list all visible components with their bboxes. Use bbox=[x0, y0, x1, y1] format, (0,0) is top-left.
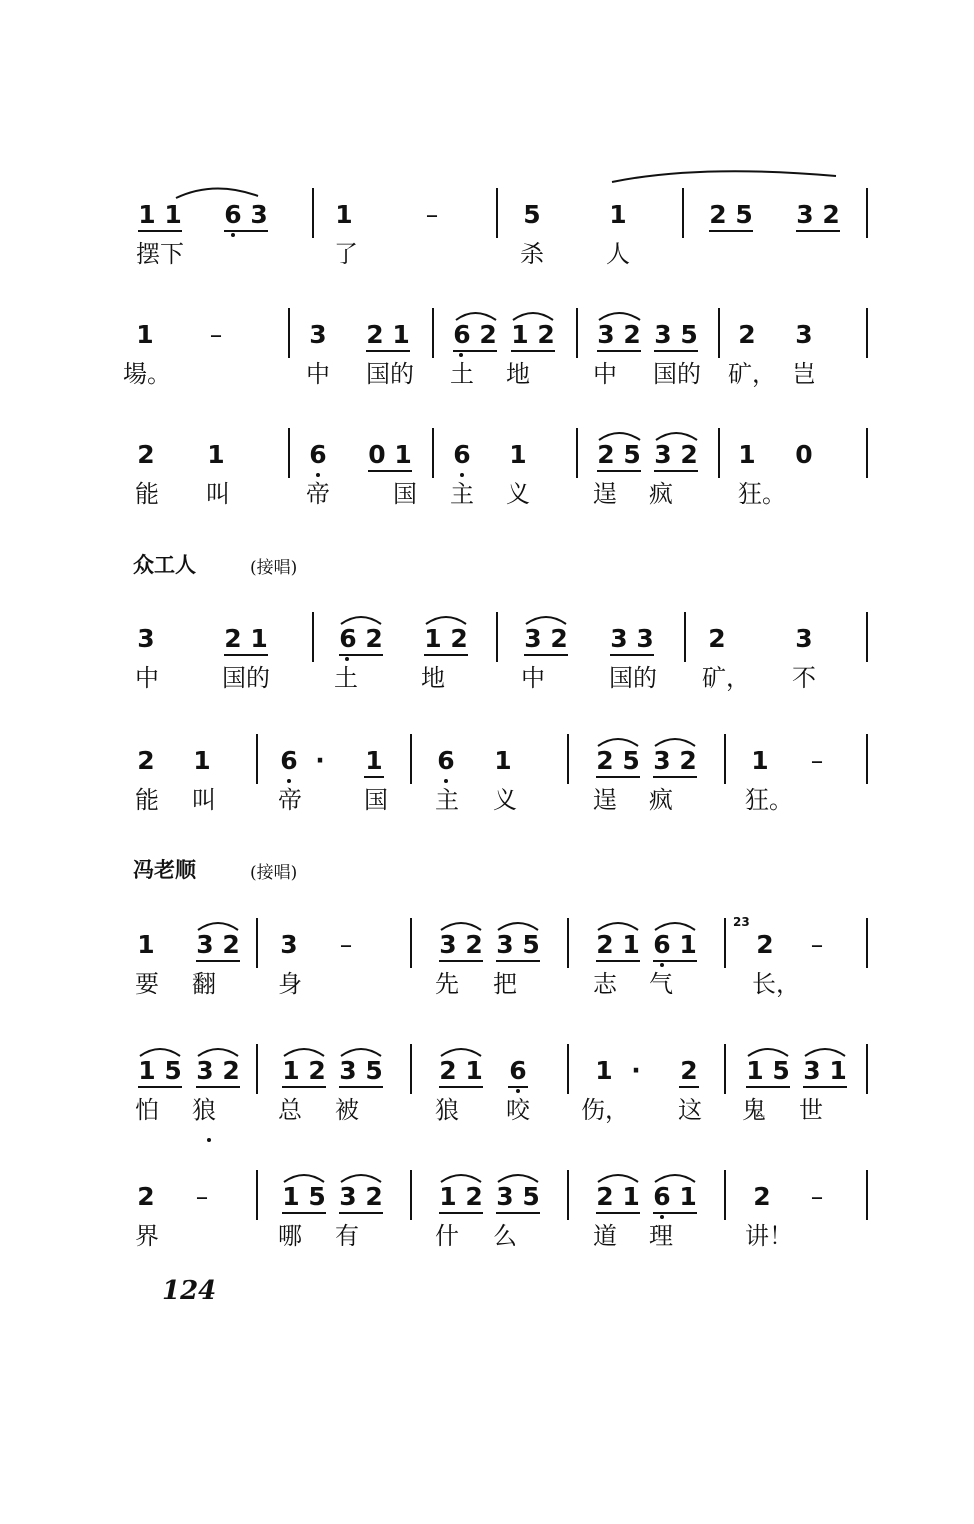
note: 2 bbox=[738, 320, 756, 349]
bar-line bbox=[866, 188, 868, 238]
note: 1 bbox=[609, 200, 627, 229]
note: 2 bbox=[137, 746, 155, 775]
lyric: 先 bbox=[435, 970, 459, 998]
bar-line bbox=[576, 308, 578, 358]
lyric: 人 bbox=[606, 240, 630, 268]
lyric: 中 bbox=[306, 360, 330, 388]
note: 1 2 bbox=[424, 624, 468, 653]
bar-line bbox=[866, 918, 868, 968]
lyric: 国的 bbox=[653, 360, 701, 388]
lyric: 长， bbox=[752, 970, 800, 998]
role-name: 冯老顺 bbox=[133, 858, 196, 882]
slur bbox=[599, 433, 640, 440]
lyric: 能 bbox=[135, 480, 159, 508]
lyric: 叫 bbox=[206, 480, 230, 508]
slur bbox=[426, 617, 466, 624]
lyric: 疯 bbox=[649, 480, 673, 508]
note: 3 bbox=[309, 320, 327, 349]
note: 1 bbox=[207, 440, 225, 469]
lyric: 义 bbox=[493, 786, 517, 814]
lyric: 咬 bbox=[506, 1096, 530, 1124]
lyric: 能 bbox=[135, 786, 159, 814]
note: 1 5 bbox=[746, 1056, 790, 1085]
slur bbox=[498, 1175, 538, 1182]
note: 0 1 bbox=[368, 440, 412, 469]
note: 3 bbox=[137, 624, 155, 653]
grace-notes: 23 bbox=[733, 915, 750, 929]
slur bbox=[513, 313, 553, 320]
bar-line bbox=[256, 1044, 258, 1094]
lyric: 岂 bbox=[792, 360, 816, 388]
note: 2 1 bbox=[224, 624, 268, 653]
lyric: 义 bbox=[506, 480, 530, 508]
note: 2 bbox=[708, 624, 726, 653]
note: 1 bbox=[137, 930, 155, 959]
slur bbox=[176, 188, 258, 198]
note: – bbox=[810, 746, 824, 775]
lyric: 土 bbox=[450, 360, 474, 388]
note: 2 5 bbox=[597, 440, 641, 469]
note: 6 1 bbox=[653, 1182, 697, 1211]
note: · bbox=[315, 746, 325, 775]
bar-line bbox=[718, 428, 720, 478]
note: 1 bbox=[738, 440, 756, 469]
lyric: 志 bbox=[593, 970, 617, 998]
note: 3 bbox=[795, 320, 813, 349]
slur bbox=[612, 171, 836, 182]
bar-line bbox=[866, 1170, 868, 1220]
note: 6 bbox=[437, 746, 455, 775]
bar-line bbox=[410, 918, 412, 968]
system-5-lyrics bbox=[0, 786, 974, 826]
lyric: 国 bbox=[364, 786, 388, 814]
note: 2 bbox=[753, 1182, 771, 1211]
note: 2 1 bbox=[439, 1056, 483, 1085]
lyric: 哪 bbox=[278, 1222, 302, 1250]
bar-line bbox=[312, 612, 314, 662]
lyric: 叫 bbox=[192, 786, 216, 814]
note: 1 bbox=[365, 746, 383, 775]
note: 6 3 bbox=[224, 200, 268, 229]
lyric: 場。 bbox=[123, 360, 171, 388]
note: 3 2 bbox=[196, 930, 240, 959]
role-direction: (接唱) bbox=[250, 863, 298, 883]
bar-line bbox=[567, 918, 569, 968]
lyric: 伤， bbox=[581, 1096, 629, 1124]
bar-line bbox=[256, 918, 258, 968]
lyric: 总 bbox=[278, 1096, 302, 1124]
system-7-lyrics bbox=[0, 1096, 974, 1136]
lyric: 道 bbox=[593, 1222, 617, 1250]
bar-line bbox=[432, 308, 434, 358]
lyric: 界 bbox=[135, 1222, 159, 1250]
note: 3 3 bbox=[610, 624, 654, 653]
lyric: 国的 bbox=[366, 360, 414, 388]
note: 1 bbox=[335, 200, 353, 229]
note: 6 1 bbox=[653, 930, 697, 959]
note: 1 bbox=[136, 320, 154, 349]
slur bbox=[655, 1175, 695, 1182]
bar-line bbox=[567, 734, 569, 784]
note: – bbox=[810, 930, 824, 959]
note: 3 2 bbox=[339, 1182, 383, 1211]
slur bbox=[284, 1175, 324, 1182]
note: 6 bbox=[453, 440, 471, 469]
lyric: 翻 bbox=[192, 970, 216, 998]
lyric: 逞 bbox=[593, 480, 617, 508]
slur bbox=[656, 433, 697, 440]
bar-line bbox=[866, 308, 868, 358]
lyric: 国的 bbox=[222, 664, 270, 692]
lyric: 怕 bbox=[135, 1096, 159, 1124]
lyric: 理 bbox=[649, 1222, 673, 1250]
slur bbox=[598, 923, 638, 930]
lyric: 国的 bbox=[609, 664, 657, 692]
note: 1 5 bbox=[138, 1056, 182, 1085]
note: 3 1 bbox=[803, 1056, 847, 1085]
bar-line bbox=[432, 428, 434, 478]
slur bbox=[341, 1049, 381, 1056]
bar-line bbox=[866, 734, 868, 784]
lyric: 狂。 bbox=[745, 786, 793, 814]
note: · bbox=[631, 1056, 641, 1085]
note: – bbox=[425, 200, 439, 229]
lyric: 什 bbox=[435, 1222, 459, 1250]
note: 2 bbox=[137, 440, 155, 469]
note: 2 1 bbox=[596, 1182, 640, 1211]
note: 3 2 bbox=[597, 320, 641, 349]
bar-line bbox=[567, 1170, 569, 1220]
lyric: 鬼 bbox=[742, 1096, 766, 1124]
slur bbox=[198, 1049, 238, 1056]
lyric: 帝 bbox=[306, 480, 330, 508]
note: 2 5 bbox=[709, 200, 753, 229]
note: 3 2 bbox=[654, 440, 698, 469]
role-name: 众工人 bbox=[133, 553, 196, 577]
note: 6 bbox=[509, 1056, 527, 1085]
lyric: 土 bbox=[334, 664, 358, 692]
bar-line bbox=[724, 1170, 726, 1220]
note: – bbox=[195, 1182, 209, 1211]
note: 1 2 bbox=[439, 1182, 483, 1211]
lyric: 地 bbox=[421, 664, 445, 692]
page-number: 124 bbox=[162, 1276, 217, 1306]
role-direction: (接唱) bbox=[250, 558, 298, 578]
lyric: 杀 bbox=[520, 240, 544, 268]
lyric: 要 bbox=[135, 970, 159, 998]
note: 6 bbox=[309, 440, 327, 469]
bar-line bbox=[312, 188, 314, 238]
lyric: 矿， bbox=[702, 664, 750, 692]
bar-line bbox=[684, 612, 686, 662]
lyric: 么 bbox=[493, 1222, 517, 1250]
lyric: 中 bbox=[135, 664, 159, 692]
bar-line bbox=[724, 918, 726, 968]
note: 3 5 bbox=[496, 930, 540, 959]
note: 0 bbox=[795, 440, 813, 469]
note: 1 2 bbox=[511, 320, 555, 349]
lyric: 逞 bbox=[593, 786, 617, 814]
lyric: 帝 bbox=[278, 786, 302, 814]
bar-line bbox=[496, 188, 498, 238]
note: 1 5 bbox=[282, 1182, 326, 1211]
note: 3 2 bbox=[524, 624, 568, 653]
lyric: 被 bbox=[335, 1096, 359, 1124]
bar-line bbox=[718, 308, 720, 358]
note: 1 bbox=[509, 440, 527, 469]
lyric: 讲！ bbox=[745, 1222, 793, 1250]
bar-line bbox=[410, 1170, 412, 1220]
note: – bbox=[209, 320, 223, 349]
bar-line bbox=[288, 428, 290, 478]
lyric: 摆下 bbox=[136, 240, 184, 268]
slur bbox=[441, 1049, 481, 1056]
note: 2 1 bbox=[366, 320, 410, 349]
note: 2 5 bbox=[596, 746, 640, 775]
note: 1 bbox=[751, 746, 769, 775]
bar-line bbox=[866, 1044, 868, 1094]
note: 2 bbox=[137, 1182, 155, 1211]
bar-line bbox=[682, 188, 684, 238]
note: 3 5 bbox=[496, 1182, 540, 1211]
note: 6 bbox=[280, 746, 298, 775]
lyric: 有 bbox=[335, 1222, 359, 1250]
bar-line bbox=[410, 734, 412, 784]
lyric: 中 bbox=[521, 664, 545, 692]
slur bbox=[599, 313, 640, 320]
lyric: 疯 bbox=[649, 786, 673, 814]
note: 5 bbox=[523, 200, 541, 229]
slur bbox=[441, 1175, 481, 1182]
note: 3 5 bbox=[339, 1056, 383, 1085]
slur bbox=[598, 739, 638, 746]
bar-line bbox=[567, 1044, 569, 1094]
note: 3 bbox=[280, 930, 298, 959]
system-3-lyrics bbox=[0, 480, 974, 520]
bar-line bbox=[866, 428, 868, 478]
slur bbox=[498, 923, 538, 930]
bar-line bbox=[256, 734, 258, 784]
bar-line bbox=[724, 734, 726, 784]
slur bbox=[748, 1049, 788, 1056]
system-4-lyrics bbox=[0, 664, 974, 704]
bar-line bbox=[724, 1044, 726, 1094]
bar-line bbox=[410, 1044, 412, 1094]
bar-line bbox=[288, 308, 290, 358]
note: 2 1 bbox=[596, 930, 640, 959]
slur bbox=[441, 923, 481, 930]
note: – bbox=[339, 930, 353, 959]
note: 3 5 bbox=[654, 320, 698, 349]
note: 6 2 bbox=[339, 624, 383, 653]
note: 3 2 bbox=[196, 1056, 240, 1085]
slur bbox=[140, 1049, 180, 1056]
slur bbox=[526, 617, 566, 624]
note: 3 2 bbox=[653, 746, 697, 775]
note: 1 bbox=[595, 1056, 613, 1085]
slur bbox=[655, 739, 695, 746]
note: 3 bbox=[795, 624, 813, 653]
bar-line bbox=[496, 612, 498, 662]
slur bbox=[598, 1175, 638, 1182]
system-1-lyrics bbox=[0, 240, 974, 280]
system-2-lyrics bbox=[0, 360, 974, 400]
note: 1 bbox=[494, 746, 512, 775]
bar-line bbox=[576, 428, 578, 478]
slur bbox=[805, 1049, 845, 1056]
lyric: 世 bbox=[799, 1096, 823, 1124]
note: – bbox=[810, 1182, 824, 1211]
lyric: 气 bbox=[649, 970, 673, 998]
lyric: 狼 bbox=[435, 1096, 459, 1124]
lyric: 主 bbox=[435, 786, 459, 814]
system-8-lyrics bbox=[0, 1222, 974, 1262]
slur bbox=[341, 617, 381, 624]
lyric: 矿， bbox=[728, 360, 776, 388]
slur bbox=[198, 923, 238, 930]
lyric: 中 bbox=[593, 360, 617, 388]
slur bbox=[341, 1175, 381, 1182]
note: 6 2 bbox=[453, 320, 497, 349]
lyric: 狼 bbox=[192, 1096, 216, 1124]
bar-line bbox=[256, 1170, 258, 1220]
note: 2 bbox=[756, 930, 774, 959]
slur bbox=[655, 923, 695, 930]
lyric: 主 bbox=[450, 480, 474, 508]
bar-line bbox=[866, 612, 868, 662]
system-6-lyrics bbox=[0, 970, 974, 1010]
slur bbox=[284, 1049, 324, 1056]
note: 3 2 bbox=[796, 200, 840, 229]
note: 1 1 bbox=[138, 200, 182, 229]
lyric: 国 bbox=[393, 480, 417, 508]
note: 3 2 bbox=[439, 930, 483, 959]
slur bbox=[456, 313, 496, 320]
lyric: 不 bbox=[792, 664, 816, 692]
lyric: 身 bbox=[278, 970, 302, 998]
lyric: 了 bbox=[334, 240, 358, 268]
note: 1 2 bbox=[282, 1056, 326, 1085]
note: 2 bbox=[680, 1056, 698, 1085]
note: 1 bbox=[193, 746, 211, 775]
lyric: 地 bbox=[506, 360, 530, 388]
lyric: 狂。 bbox=[738, 480, 786, 508]
lyric: 这 bbox=[678, 1096, 702, 1124]
lyric: 把 bbox=[493, 970, 517, 998]
